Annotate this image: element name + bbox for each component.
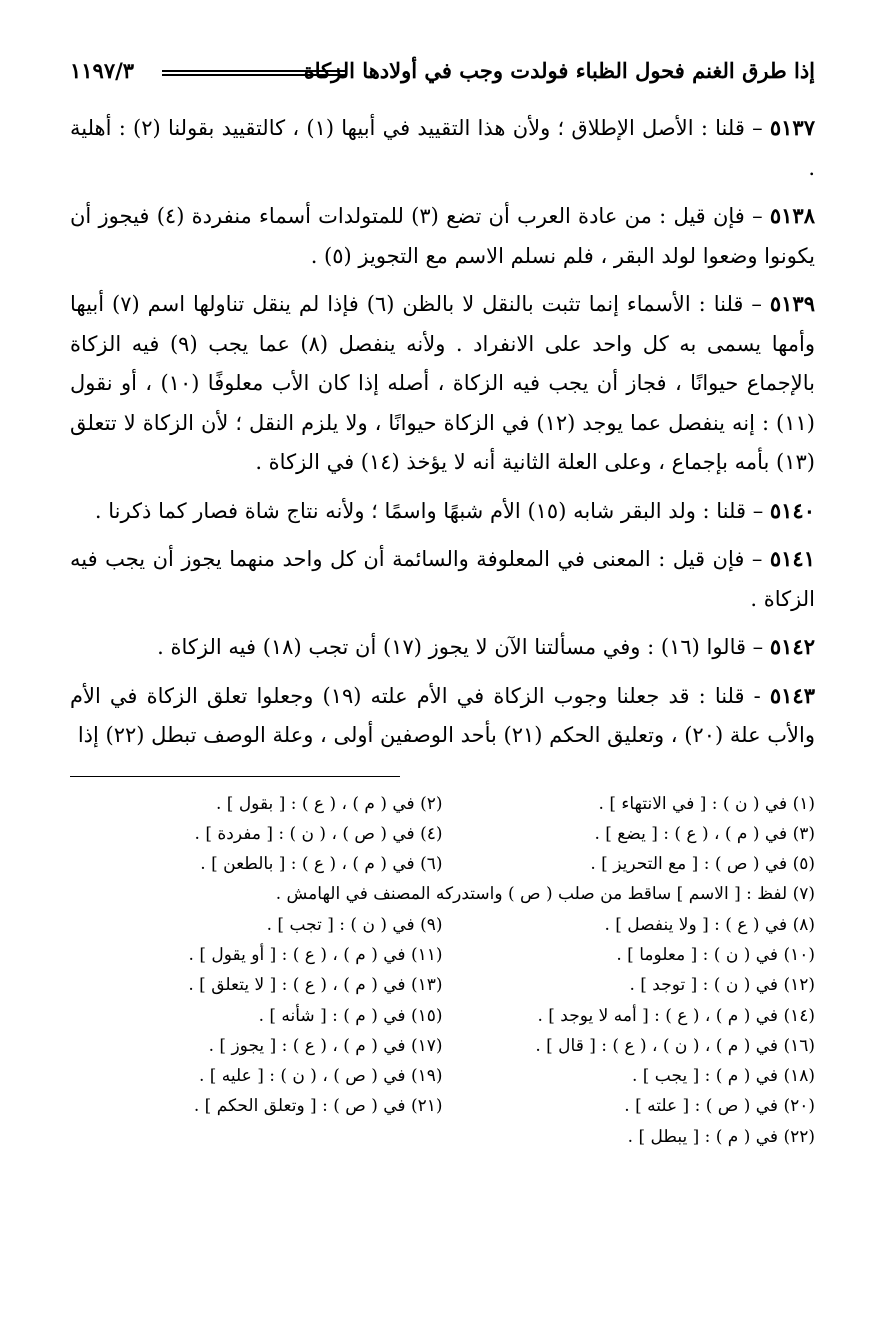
footnote: (٤) في ( ص ) ، ( ن ) : [ مفردة ] .	[194, 823, 443, 844]
paragraph-text: – فإن قيل : من عادة العرب أن تضع (٣) للمتولدات أسماء منفردة (٤) فيجوز أن يكونوا وضعوا لولد البقر ، فلم نسلم الاسم مع التجويز (٥) .	[70, 204, 815, 268]
footnote: (١٧) في ( م ) ، ( ع ) : [ يجوز ] .	[208, 1035, 443, 1056]
paragraph-text: – فإن قيل : المعنى في المعلوفة والسائمة أن كل واحد منهما يجوز أن يجب فيه الزكاة .	[70, 547, 815, 611]
paragraph-number: ٥١٤٠	[769, 497, 815, 523]
footnote: (٢) في ( م ) ، ( ع ) : [ بقول ] .	[215, 793, 443, 814]
page	[70, 48, 815, 1152]
paragraph	[70, 196, 815, 276]
footnote: (١٦) في ( م ) ، ( ن ) ، ( ع ) : [ قال ] .	[535, 1035, 815, 1056]
paragraph-number: ٥١٤٣	[769, 682, 815, 708]
footnotes	[70, 789, 815, 1153]
paragraph-number: ٥١٣٨	[769, 203, 815, 228]
footnote: (٩) في ( ن ) : [ تجب ] .	[266, 914, 443, 935]
footnote: (٦) في ( م ) ، ( ع ) : [ بالطعن ] .	[200, 854, 443, 875]
footnote: (١٩) في ( ص ) ، ( ن ) : [ عليه ] .	[198, 1066, 443, 1087]
footnote: (٢٢) في ( م ) : [ يبطل ] .	[627, 1126, 815, 1147]
paragraph	[70, 627, 815, 668]
footnote: (٨) في ( ع ) : [ ولا ينفصل ] .	[604, 914, 815, 935]
paragraph-number: ٥١٤٢	[769, 634, 815, 659]
paragraph	[70, 284, 815, 483]
paragraph-number: ٥١٣٧	[769, 115, 815, 140]
paragraph-number: ٥١٣٩	[769, 291, 815, 316]
footnote: (١٢) في ( ن ) : [ توجد ] .	[629, 975, 815, 996]
footnote: (١١) في ( م ) ، ( ع ) : [ أو يقول ] .	[188, 944, 443, 965]
paragraph-text: – قلنا : الأصل الإطلاق ؛ ولأن هذا التقييد في أبيها (١) ، كالتقييد بقولنا (٢) : أهلية .	[70, 116, 815, 180]
paragraph	[70, 539, 815, 619]
paragraph	[70, 108, 815, 188]
footnote: (١٨) في ( م ) : [ يجب ] .	[631, 1066, 815, 1087]
paragraph	[70, 491, 815, 532]
footnote: (١٤) في ( م ) ، ( ع ) : [ أمه لا يوجد ] .	[537, 1005, 815, 1026]
footnote: (١٠) في ( ن ) : [ معلوما ] .	[616, 944, 815, 965]
paragraph-text: – قلنا : الأسماء إنما تثبت بالنقل لا بالظن (٦) فإذا لم ينقل تناولها اسم (٧) أبيها وأمها يسمى به كل واحد على الانفراد . ولأنه ينفصل (٨) عما يجب (٩) فيه الزكاة بالإجماع حيوانًا ، فجاز أن يجب فيه الزكاة ، أصله إذا كان الأب معلوفًا (١٠) ، أو نقول (١١) : إنه ينفصل عما يوجد (١٢) في الزكاة حيوانًا ، ولا يلزم النقل ؛ لأن الزكاة لا تتعلق (١٣) بأمه بإجماع ، وعلى العلة الثانية أنه لا يؤخذ (١٤) في الزكاة .	[70, 292, 816, 474]
footnote: (١٣) في ( م ) ، ( ع ) : [ لا يتعلق ] .	[188, 975, 443, 996]
running-title: إذا طرق الغنم فحول الظباء فولدت وجب في أولادها الزكاة	[303, 58, 815, 83]
footnote-separator	[70, 776, 400, 777]
main-text	[70, 108, 815, 756]
footnotes-grid	[70, 789, 815, 1153]
footnote: (١٥) في ( م ) : [ شأنه ] .	[258, 1005, 443, 1026]
paragraph-text: – قالوا (١٦) : وفي مسألتنا الآن لا يجوز (١٧) أن تجب (١٨) فيه الزكاة .	[157, 635, 770, 659]
paragraph-text: – قلنا : ولد البقر شابه (١٥) الأم شبهًا واسمًا ؛ ولأنه نتاج شاة فصار كما ذكرنا .	[94, 498, 770, 523]
running-head	[70, 48, 815, 88]
paragraph-number: ٥١٤١	[769, 546, 815, 571]
footnote: (٢١) في ( ص ) : [ وتعلق الحكم ] .	[193, 1096, 443, 1117]
footnote: (٧) لفظ : [ الاسم ] ساقط من صلب ( ص ) واستدركه المصنف في الهامش .	[275, 884, 815, 905]
page-number: ١١٩٧/٣	[70, 58, 135, 83]
footnote: (٥) في ( ص ) : [ مع التحريز ] .	[590, 854, 815, 875]
paragraph-text: - قلنا : قد جعلنا وجوب الزكاة في الأم علته (١٩) وجعلوا تعلق الزكاة في الأم والأب علة (٢٠) ، وتعليق الحكم (٢١) بأحد الوصفين أولى ، وعلة الوصف تبطل (٢٢) إذا	[70, 683, 815, 747]
footnote: (١) في ( ن ) : [ في الانتهاء ] .	[598, 793, 815, 814]
footnote: (٣) في ( م ) ، ( ع ) : [ يضع ] .	[594, 823, 815, 844]
paragraph	[70, 676, 815, 756]
footnote: (٢٠) في ( ص ) : [ علته ] .	[624, 1096, 815, 1117]
header-double-rule	[162, 70, 345, 76]
